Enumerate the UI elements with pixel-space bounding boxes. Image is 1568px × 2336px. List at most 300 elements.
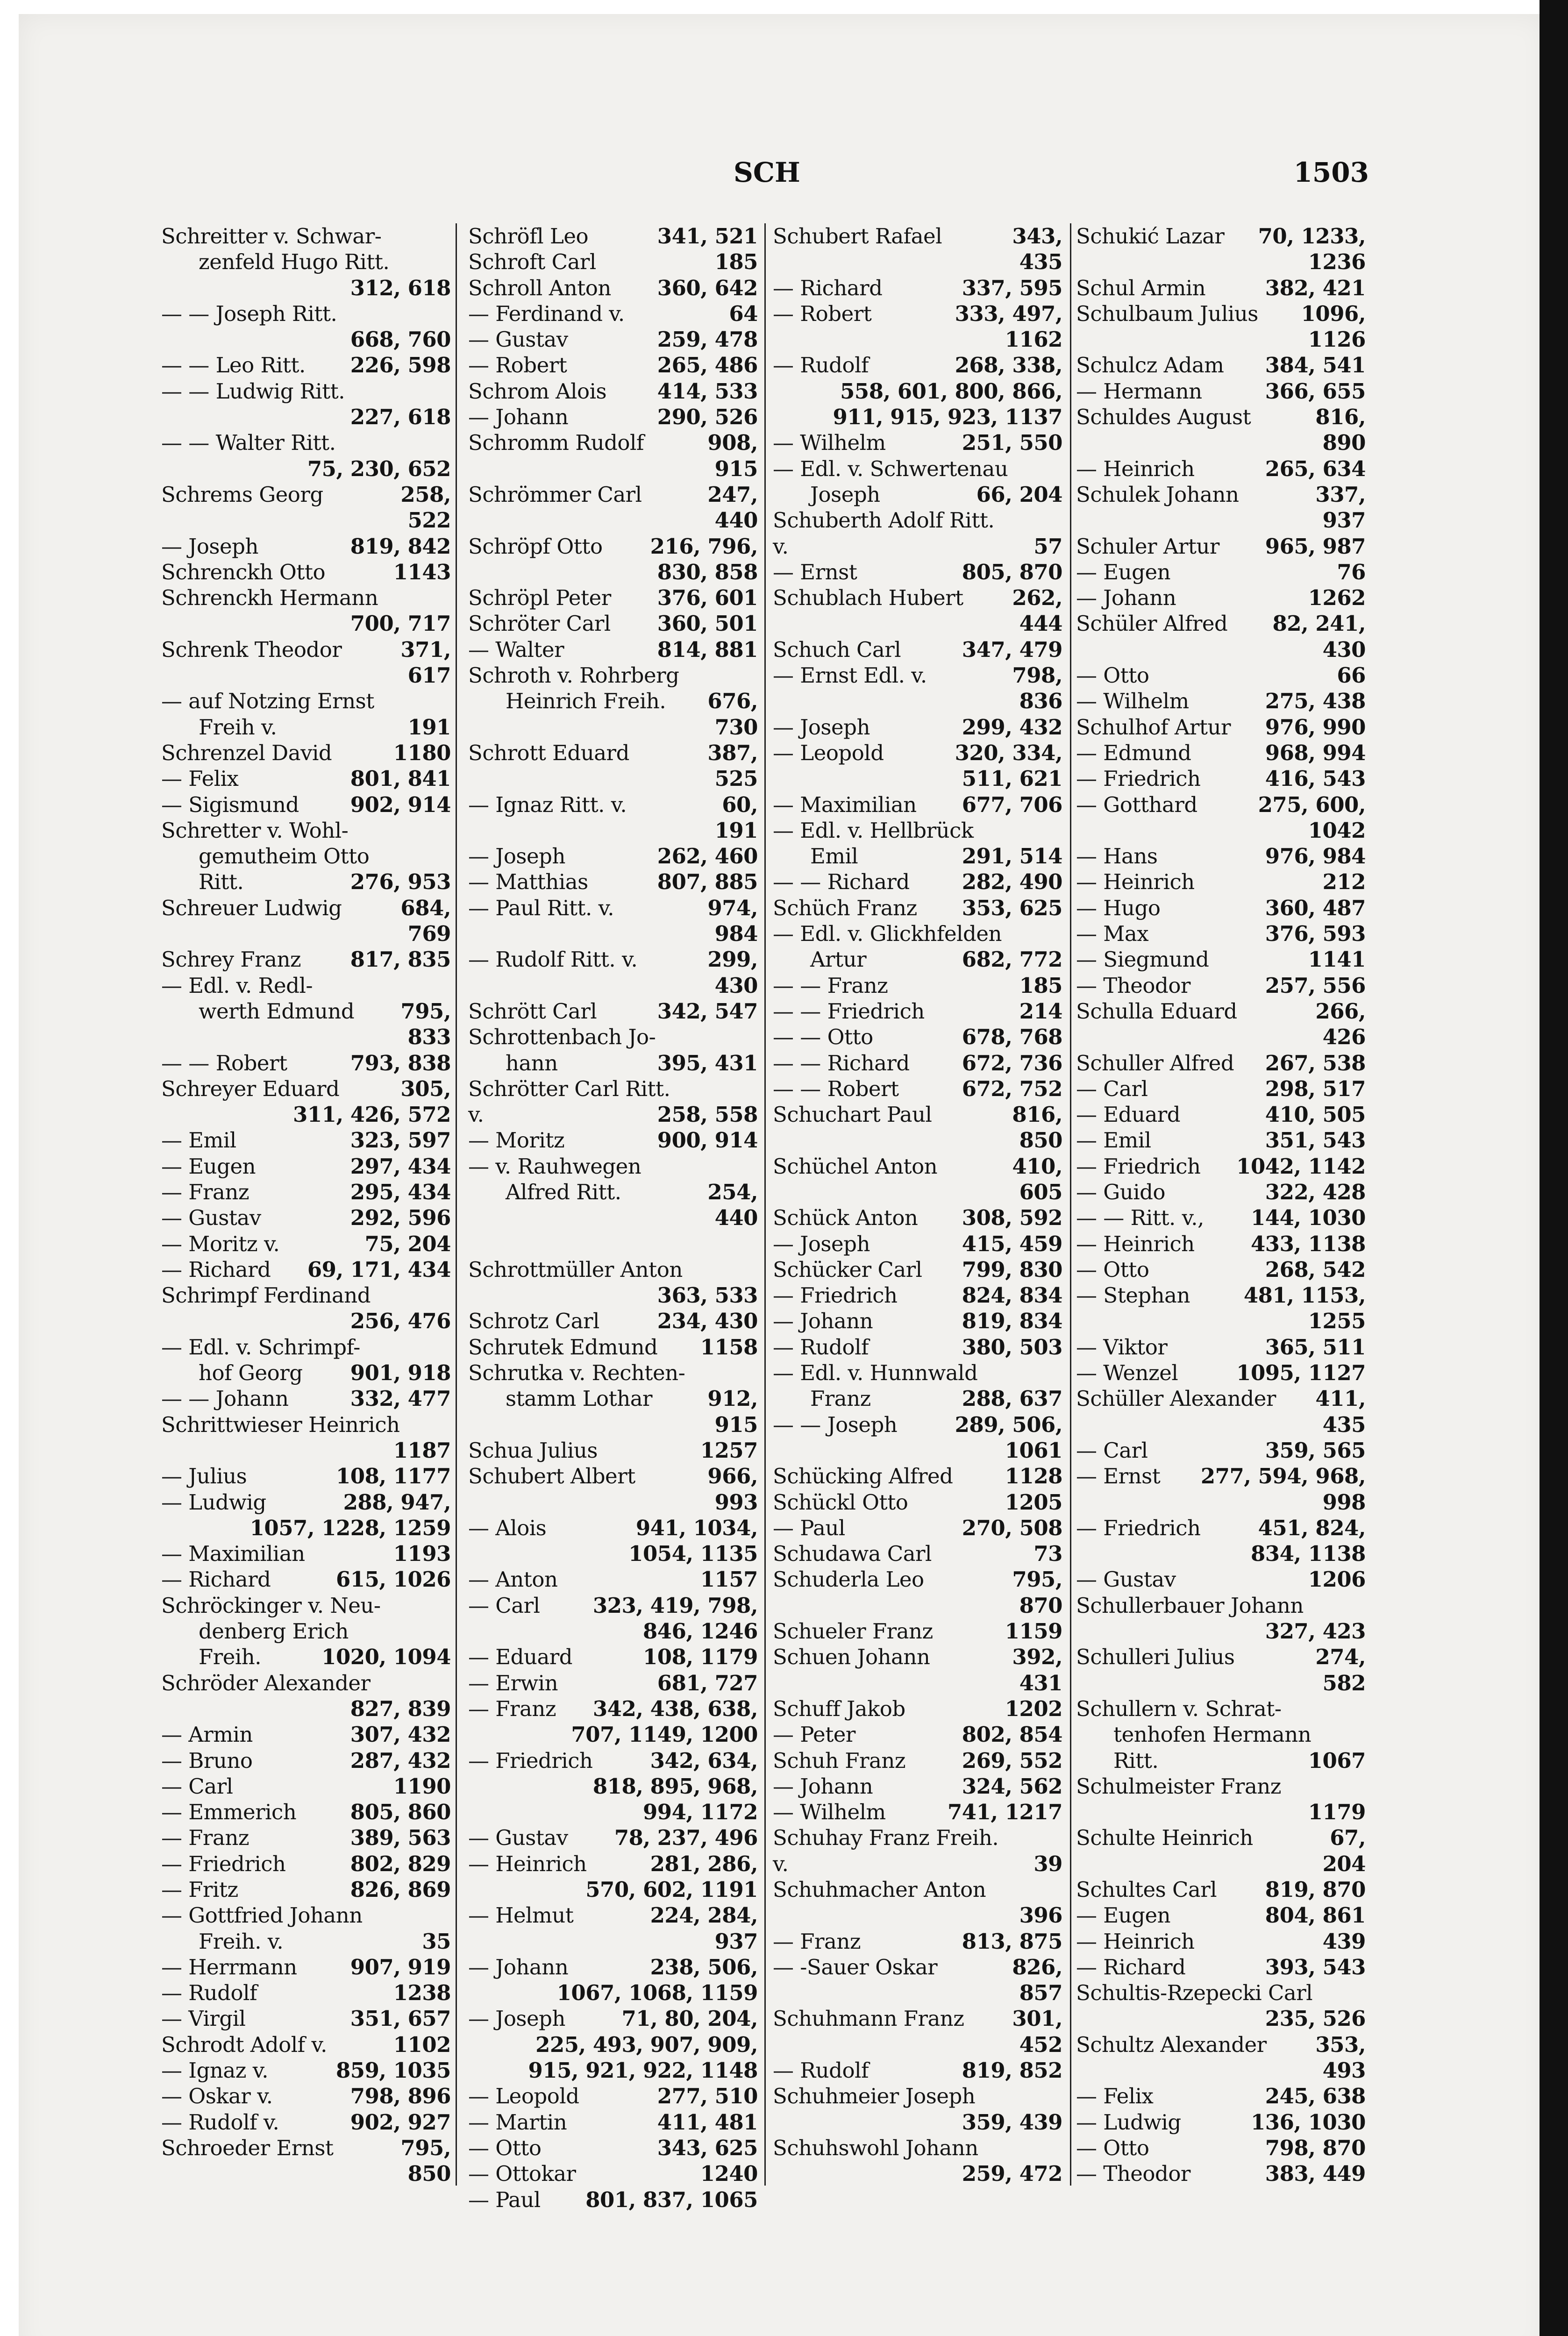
index-entry-line [773, 1670, 1062, 1696]
index-entry-line [468, 1360, 758, 1386]
index-entry-line [773, 792, 1062, 818]
entry-page-refs: 393, 543 [1265, 1954, 1366, 1980]
index-entry-line [1076, 1851, 1366, 1877]
index-entry-line [773, 662, 1062, 688]
entry-page-refs: 912, [707, 1386, 758, 1411]
entry-page-refs: 826, [1012, 1954, 1062, 1980]
entry-name: — Gustav [1076, 1567, 1176, 1592]
index-entry-line [1076, 2083, 1366, 2109]
index-entry-line [1076, 1438, 1366, 1463]
index-entry-line [161, 1412, 451, 1438]
entry-name: — Eugen [1076, 1903, 1171, 1928]
index-entry-line [1076, 223, 1366, 249]
index-entry-line [468, 2109, 758, 2135]
entry-page-refs: 258, [400, 482, 451, 507]
entry-page-refs: 435 [1322, 1412, 1366, 1437]
entry-page-refs: 682, 772 [962, 947, 1062, 972]
entry-page-refs: 396 [1019, 1903, 1062, 1928]
entry-name: hof Georg [199, 1360, 303, 1386]
entry-name: Schuderla Leo [773, 1567, 924, 1592]
entry-page-refs: 66, 204 [976, 482, 1062, 507]
index-entry-line [1076, 1929, 1366, 1954]
index-entry-line [161, 534, 451, 559]
index-entry-line [773, 1567, 1062, 1592]
entry-name: — Joseph [468, 2006, 565, 2031]
entry-page-refs: 136, 1030 [1250, 2109, 1366, 2135]
entry-page-refs: 451, 824, [1258, 1515, 1366, 1540]
index-entry-line [773, 1205, 1062, 1231]
entry-page-refs: 275, 438 [1265, 689, 1366, 714]
index-entry-line [468, 1618, 758, 1644]
entry-page-refs: 700, 717 [350, 611, 451, 636]
index-entry-line [1076, 2058, 1366, 2083]
entry-name: Schrom Alois [468, 378, 607, 404]
entry-page-refs: 1095, 1127 [1236, 1360, 1366, 1386]
index-entry-line [468, 792, 758, 818]
entry-name: — Paul [468, 2187, 541, 2212]
index-entry-line [773, 249, 1062, 275]
entry-page-refs: 1159 [1005, 1619, 1062, 1644]
entry-name: — Friedrich [773, 1283, 898, 1308]
index-entry-line [468, 973, 758, 998]
entry-name: Schulmeister Franz [1076, 1773, 1281, 1799]
entry-page-refs: 850 [1019, 1128, 1062, 1153]
entry-name: Schüch Franz [773, 895, 917, 920]
index-entry-line [161, 637, 451, 662]
entry-page-refs: 672, 736 [962, 1050, 1062, 1075]
index-entry-line [773, 327, 1062, 352]
index-entry-line [468, 1412, 758, 1438]
index-entry-line [468, 1024, 758, 1050]
index-entry-line [1076, 1050, 1366, 1076]
entry-name: Emil [810, 844, 858, 869]
entry-page-refs: 269, 552 [962, 1748, 1062, 1773]
entry-name: — Johann [773, 1309, 873, 1334]
entry-page-refs: 389, 563 [350, 1825, 451, 1851]
index-entry-line [468, 1257, 758, 1282]
entry-name: — Johann [468, 405, 569, 430]
index-entry-line [468, 662, 758, 688]
entry-page-refs: 251, 550 [962, 430, 1062, 456]
entry-page-refs: 342, 438, 638, [592, 1696, 758, 1721]
index-entry-line [161, 1877, 451, 1902]
index-entry-line [161, 1360, 451, 1386]
entry-page-refs: 191 [407, 714, 451, 740]
index-entry-line [773, 1696, 1062, 1722]
entry-page-refs: 439 [1322, 1929, 1366, 1954]
entry-name: Schulhof Artur [1076, 714, 1231, 740]
entry-name: — Johann [1076, 585, 1176, 611]
entry-page-refs: 268, 542 [1265, 1257, 1366, 1282]
entry-page-refs: 144, 1030 [1250, 1205, 1366, 1231]
entry-name: — — Franz [773, 973, 888, 998]
entry-name: Schudawa Carl [773, 1541, 932, 1567]
entry-page-refs: 216, 796, [650, 534, 758, 559]
entry-page-refs: 351, 657 [350, 2006, 451, 2031]
entry-name: Schroll Anton [468, 275, 611, 300]
index-entry-line [1076, 1644, 1366, 1670]
entry-page-refs: 64 [729, 301, 758, 326]
entry-name: Schrey Franz [161, 947, 301, 972]
index-entry-line [161, 2135, 451, 2161]
entry-page-refs: 1190 [393, 1773, 451, 1799]
index-entry-line [161, 2006, 451, 2031]
index-entry-line [1076, 1748, 1366, 1773]
entry-page-refs: 238, 506, [650, 1954, 758, 1980]
entry-page-refs: 993 [714, 1489, 758, 1515]
entry-name: — Hugo [1076, 895, 1161, 920]
entry-name: Schreuer Ludwig [161, 895, 342, 920]
entry-page-refs: 298, 517 [1265, 1076, 1366, 1101]
entry-page-refs: 324, 562 [962, 1773, 1062, 1799]
entry-page-refs: 431 [1019, 1670, 1062, 1695]
index-entry-line [1076, 585, 1366, 611]
entry-page-refs: 342, 547 [657, 998, 758, 1024]
index-entry-line [161, 1980, 451, 2006]
entry-name: Schröckinger v. Neu- [161, 1593, 381, 1618]
index-entry-line [468, 1593, 758, 1618]
entry-name: Schuldes August [1076, 405, 1251, 430]
entry-name: Schrottmüller Anton [468, 1257, 683, 1282]
entry-page-refs: 795, [400, 998, 451, 1024]
entry-name: Schuhmacher Anton [773, 1877, 986, 1902]
index-entry-line [773, 843, 1062, 869]
entry-page-refs: 826, 869 [350, 1877, 451, 1902]
entry-name: Schreitter v. Schwar- [161, 224, 382, 249]
entry-page-refs: 801, 837, 1065 [585, 2187, 758, 2212]
entry-page-refs: 351, 543 [1265, 1128, 1366, 1153]
entry-name: — Friedrich [1076, 766, 1201, 791]
entry-page-refs: 525 [714, 766, 758, 791]
entry-page-refs: 323, 419, 798, [592, 1593, 758, 1618]
entry-name: — Joseph [773, 1231, 870, 1256]
entry-page-refs: 570, 602, 1191 [585, 1877, 758, 1902]
index-entry-line [161, 1929, 451, 1954]
index-entry-line [161, 1154, 451, 1179]
entry-name: Schücker Carl [773, 1257, 922, 1282]
entry-page-refs: 816, [1315, 405, 1366, 430]
entry-name: Schuller Alfred [1076, 1050, 1234, 1075]
entry-page-refs: 802, 854 [962, 1722, 1062, 1747]
entry-page-refs: 337, [1315, 482, 1366, 507]
entry-page-refs: 795, [400, 2135, 451, 2160]
index-entry-line [161, 559, 451, 585]
entry-name: Schulte Heinrich [1076, 1825, 1253, 1851]
entry-page-refs: 262, 460 [657, 844, 758, 869]
index-entry-line [1076, 1696, 1366, 1722]
index-entry-line [161, 1541, 451, 1567]
entry-page-refs: 795, [1012, 1567, 1062, 1592]
entry-page-refs: 212 [1322, 869, 1366, 895]
entry-name: — Edl. v. Schwertenau [773, 456, 1008, 481]
index-entry-line [773, 1257, 1062, 1282]
index-entry-line [468, 585, 758, 611]
entry-name: Schrenckh Otto [161, 559, 326, 584]
index-entry-line [161, 378, 451, 404]
index-entry-line [773, 404, 1062, 430]
index-entry-line [1076, 2135, 1366, 2161]
entry-name: — auf Notzing Ernst [161, 689, 374, 714]
index-entry-line [773, 2058, 1062, 2083]
entry-page-refs: 805, 870 [962, 559, 1062, 584]
entry-name: Schückl Otto [773, 1489, 908, 1515]
index-entry-line [1076, 1463, 1366, 1489]
index-entry-line [468, 534, 758, 559]
entry-page-refs: 870 [1019, 1593, 1062, 1618]
index-entry-line [161, 947, 451, 972]
index-entry-line [161, 1127, 451, 1153]
entry-name: Schuhay Franz Freih. [773, 1825, 999, 1851]
index-entry-line [161, 301, 451, 327]
running-title: SCH [734, 157, 800, 188]
entry-page-refs: 387, [707, 740, 758, 765]
entry-page-refs: 430 [1322, 637, 1366, 662]
entry-name: — Heinrich [1076, 456, 1195, 481]
entry-name: — Robert [468, 353, 567, 378]
entry-page-refs: 254, [707, 1179, 758, 1204]
entry-name: — Friedrich [1076, 1515, 1201, 1540]
entry-page-refs: 819, 834 [962, 1309, 1062, 1334]
entry-name: — Rudolf v. [161, 2109, 279, 2135]
index-entry-line [773, 430, 1062, 456]
entry-page-refs: 82, 241, [1272, 611, 1366, 636]
index-entry-line [1076, 2032, 1366, 2058]
index-entry-line [773, 1308, 1062, 1334]
entry-name: Schul Armin [1076, 275, 1206, 300]
entry-name: — Emil [1076, 1128, 1151, 1153]
entry-name: — Matthias [468, 869, 588, 895]
entry-page-refs: 69, 171, 434 [307, 1257, 451, 1282]
entry-page-refs: 668, 760 [350, 327, 451, 352]
index-entry-line [468, 843, 758, 869]
entry-page-refs: 805, 860 [350, 1800, 451, 1825]
index-entry-line [161, 1050, 451, 1076]
entry-page-refs: 247, [707, 482, 758, 507]
index-entry-line [468, 1670, 758, 1696]
entry-page-refs: 816, [1012, 1102, 1062, 1127]
index-entry-line [161, 2032, 451, 2058]
index-entry-line [1076, 1773, 1366, 1799]
index-entry-line [468, 1541, 758, 1567]
entry-name: Schrötter Carl Ritt. [468, 1076, 670, 1101]
entry-page-refs: 915 [714, 1412, 758, 1437]
scan-edge-right [1539, 0, 1568, 2336]
index-entry-line [1076, 1231, 1366, 1257]
index-entry-line [161, 1231, 451, 1257]
index-entry-line [1076, 404, 1366, 430]
entry-name: — Edl. v. Glickhfelden [773, 921, 1002, 947]
index-entry-line [468, 2032, 758, 2058]
entry-name: — Franz [161, 1179, 249, 1204]
entry-name: Schuhmeier Joseph [773, 2084, 976, 2109]
index-entry-line [773, 1748, 1062, 1773]
entry-name: — Wenzel [1076, 1360, 1178, 1386]
index-entry-line [773, 2109, 1062, 2135]
index-column-4 [1076, 223, 1366, 2186]
entry-page-refs: 907, 919 [350, 1954, 451, 1980]
index-entry-line [1076, 973, 1366, 998]
index-entry-line [1076, 1360, 1366, 1386]
entry-name: — Eugen [161, 1154, 256, 1179]
entry-name: stamm Lothar [506, 1386, 653, 1411]
entry-name: v. [773, 1851, 789, 1876]
entry-name: — Gustav [468, 1825, 568, 1851]
entry-name: — Walter [468, 637, 564, 662]
entry-page-refs: 265, 486 [657, 353, 758, 378]
entry-page-refs: 337, 595 [962, 275, 1062, 300]
index-entry-line [1076, 1257, 1366, 1282]
index-entry-line [773, 1877, 1062, 1902]
index-entry-line [773, 1593, 1062, 1618]
index-entry-line [161, 223, 451, 249]
index-entry-line [773, 1541, 1062, 1567]
entry-name: Schullern v. Schrat- [1076, 1696, 1282, 1721]
entry-page-refs: 941, 1034, [635, 1515, 758, 1540]
index-entry-line [161, 895, 451, 921]
entry-page-refs: 511, 621 [962, 766, 1062, 791]
index-entry-line [773, 1231, 1062, 1257]
entry-name: Schrodt Adolf v. [161, 2032, 327, 2057]
entry-name: Freih. v. [199, 1929, 284, 1954]
index-entry-line [1076, 2161, 1366, 2186]
entry-name: Schuler Artur [1076, 534, 1219, 559]
entry-name: — Heinrich [1076, 1231, 1195, 1256]
entry-name: — Moritz [468, 1128, 565, 1153]
entry-name: — Ernst [773, 559, 857, 584]
index-entry-line [1076, 2109, 1366, 2135]
entry-page-refs: 312, 618 [350, 275, 451, 300]
index-entry-line [468, 1231, 758, 1257]
index-entry-line [1076, 1205, 1366, 1231]
index-entry-line [1076, 1670, 1366, 1696]
entry-name: Schröpl Peter [468, 585, 611, 611]
entry-page-refs: 276, 953 [350, 869, 451, 895]
index-entry-line [161, 430, 451, 456]
index-entry-line [1076, 714, 1366, 740]
index-entry-line [1076, 327, 1366, 352]
index-entry-line [773, 559, 1062, 585]
index-entry-line [773, 301, 1062, 327]
entry-page-refs: 67, [1330, 1825, 1366, 1851]
index-entry-line [161, 1644, 451, 1670]
entry-name: — Carl [161, 1773, 233, 1799]
entry-name: Schultis-Rzepecki Carl [1076, 1980, 1313, 2006]
entry-name: Schroth v. Rohrberg [468, 663, 679, 688]
entry-name: Schroeder Ernst [161, 2135, 334, 2160]
entry-name: Schubert Albert [468, 1464, 635, 1489]
index-entry-line [161, 766, 451, 791]
entry-page-refs: 360, 642 [657, 275, 758, 300]
index-entry-line [773, 869, 1062, 895]
entry-page-refs: 301, [1012, 2006, 1062, 2031]
entry-page-refs: 1240 [700, 2161, 758, 2186]
entry-page-refs: 1187 [393, 1438, 451, 1463]
entry-name: — Theodor [1076, 2161, 1190, 2186]
entry-name: — Robert [773, 301, 872, 326]
entry-page-refs: 1020, 1094 [321, 1645, 451, 1670]
index-entry-line [773, 223, 1062, 249]
index-entry-line [1076, 1102, 1366, 1127]
entry-page-refs: 582 [1322, 1670, 1366, 1695]
entry-page-refs: 911, 915, 923, 1137 [833, 405, 1062, 430]
entry-name: — Leopold [468, 2084, 579, 2109]
index-entry-line [1076, 1567, 1366, 1592]
entry-page-refs: 902, 927 [350, 2109, 451, 2135]
index-entry-line [1076, 637, 1366, 662]
index-entry-line [161, 1438, 451, 1463]
entry-page-refs: 415, 459 [962, 1231, 1062, 1256]
index-entry-line [468, 559, 758, 585]
entry-page-refs: 819, 870 [1265, 1877, 1366, 1902]
index-entry-line [468, 1179, 758, 1205]
index-entry-line [468, 766, 758, 791]
index-entry-line [468, 1386, 758, 1411]
entry-page-refs: 366, 655 [1265, 378, 1366, 404]
entry-name: — Ernst [1076, 1464, 1161, 1489]
entry-page-refs: 365, 511 [1265, 1334, 1366, 1360]
index-column-2 [468, 223, 758, 2212]
index-entry-line [468, 921, 758, 947]
entry-page-refs: 741, 1217 [947, 1800, 1062, 1825]
entry-page-refs: 376, 593 [1265, 921, 1366, 947]
index-entry-line [161, 404, 451, 430]
entry-name: — Joseph [773, 714, 870, 740]
entry-page-refs: 371, [400, 637, 451, 662]
index-entry-line [468, 895, 758, 921]
entry-name: — Felix [161, 766, 239, 791]
entry-page-refs: 672, 752 [962, 1076, 1062, 1101]
entry-page-refs: 937 [714, 1929, 758, 1954]
index-entry-line [1076, 352, 1366, 378]
entry-page-refs: 257, 556 [1265, 973, 1366, 998]
entry-name: zenfeld Hugo Ritt. [199, 249, 390, 275]
index-column-1 [161, 223, 451, 2186]
entry-page-refs: 707, 1149, 1200 [571, 1722, 758, 1747]
index-entry-line [1076, 1282, 1366, 1308]
entry-name: — — Joseph [773, 1412, 898, 1437]
entry-name: — Joseph [161, 534, 258, 559]
entry-name: — Rudolf [773, 353, 869, 378]
entry-name: — — Ritt. v., [1076, 1205, 1204, 1231]
index-entry-line [773, 1902, 1062, 1928]
index-entry-line [773, 688, 1062, 714]
entry-page-refs: 1042, 1142 [1236, 1154, 1366, 1179]
index-entry-line [468, 2135, 758, 2161]
entry-name: Ritt. [1113, 1748, 1159, 1773]
entry-page-refs: 890 [1322, 430, 1366, 456]
entry-name: werth Edmund [199, 998, 355, 1024]
entry-name: Schrömmer Carl [468, 482, 642, 507]
column-rule [1070, 223, 1071, 2186]
entry-page-refs: 937 [1322, 508, 1366, 533]
entry-name: Schulcz Adam [1076, 353, 1224, 378]
entry-name: Schulbaum Julius [1076, 301, 1258, 326]
index-entry-line [773, 637, 1062, 662]
entry-page-refs: 433, 1138 [1250, 1231, 1366, 1256]
entry-name: — Ludwig [1076, 2109, 1181, 2135]
entry-name: — Gotthard [1076, 792, 1197, 817]
index-entry-line [1076, 1541, 1366, 1567]
entry-page-refs: 343, [1012, 224, 1062, 249]
entry-page-refs: 360, 487 [1265, 895, 1366, 920]
index-entry-line [468, 947, 758, 972]
entry-name: Schrimpf Ferdinand [161, 1283, 371, 1308]
index-entry-line [1076, 1722, 1366, 1747]
index-entry-line [773, 378, 1062, 404]
entry-page-refs: 282, 490 [962, 869, 1062, 895]
entry-page-refs: 262, [1012, 585, 1062, 611]
index-entry-line [161, 1799, 451, 1825]
